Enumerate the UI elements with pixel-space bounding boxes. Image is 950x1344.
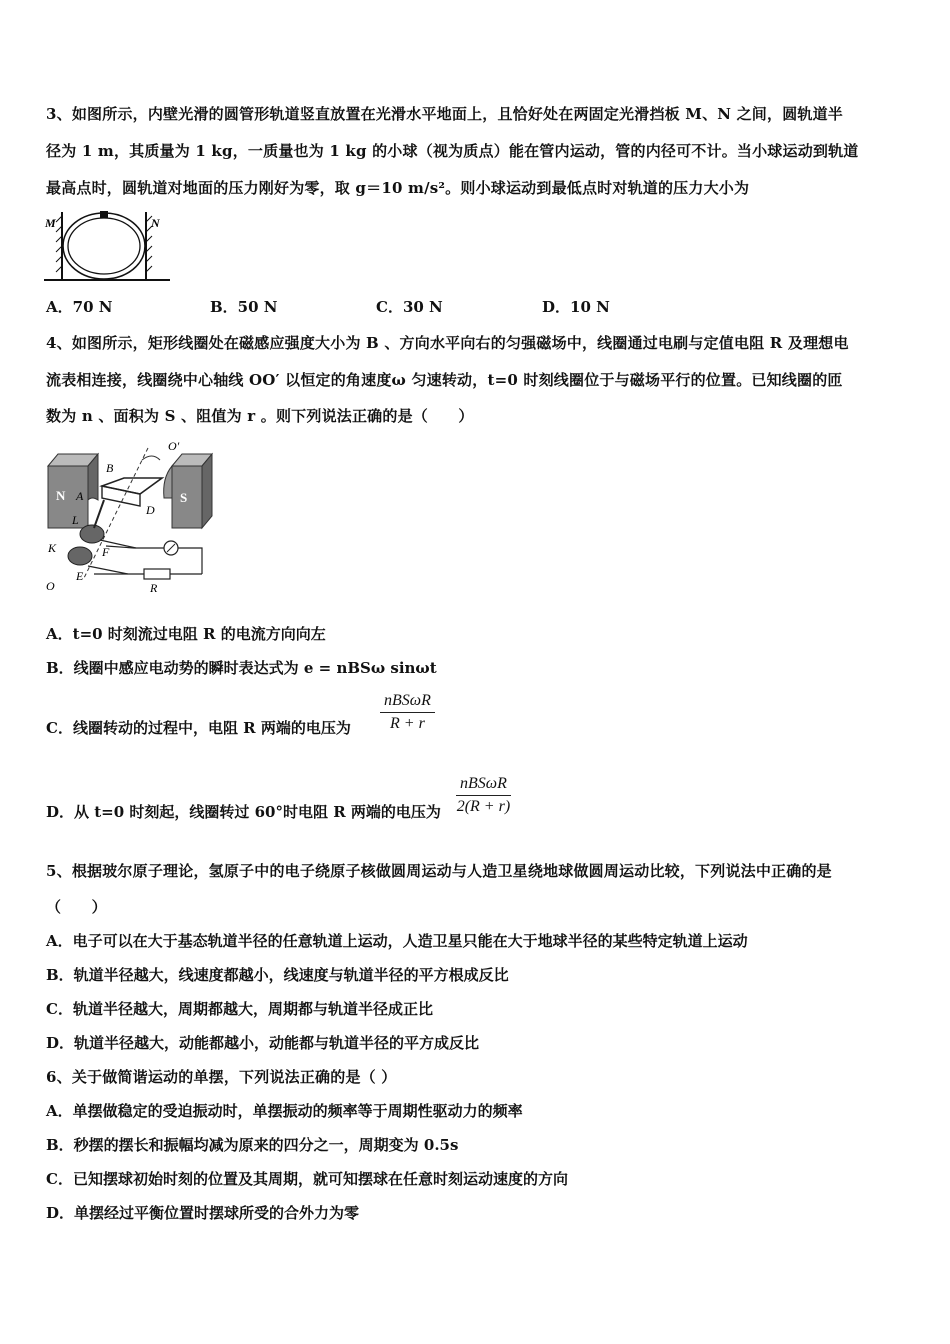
- q4-label-d: D: [146, 503, 155, 517]
- q4-option-d-numerator: nBSωR: [456, 775, 511, 796]
- q4-label-o-prime: O′: [168, 439, 180, 453]
- q4-label-l: L: [72, 513, 79, 527]
- q4-label-a: A: [76, 489, 84, 503]
- q4-label-o: O: [46, 579, 55, 593]
- q5-stem-line-1: 5、根据玻尔原子理论，氢原子中的电子绕原子核做圆周运动与人造卫星绕地球做圆周运动比较，下列说法中正确的是: [46, 862, 832, 880]
- q4-label-b: B: [106, 461, 114, 475]
- q4-stem-line-3: 数为 n 、面积为 S 、阻值为 r 。则下列说法正确的是（ ）: [46, 407, 474, 425]
- q4-label-f: F: [102, 545, 110, 559]
- q3-option-c[interactable]: C．30 N: [376, 298, 443, 316]
- q3-option-a[interactable]: A．70 N: [46, 298, 113, 316]
- q5-option-b[interactable]: B．轨道半径越大，线速度都越小，线速度与轨道半径的平方根成反比: [46, 966, 509, 984]
- q4-option-c-numerator: nBSωR: [380, 692, 435, 713]
- q4-stem-line-1: 4、如图所示，矩形线圈处在磁感应强度大小为 B 、方向水平向右的匀强磁场中，线圈通过电刷与定值电阻 R 及理想电: [46, 334, 849, 352]
- q6-stem: 6、关于做简谐运动的单摆，下列说法正确的是（ ）: [46, 1068, 397, 1086]
- q6-option-a[interactable]: A．单摆做稳定的受迫振动时，单摆振动的频率等于周期性驱动力的频率: [46, 1102, 523, 1120]
- q6-option-b[interactable]: B．秒摆的摆长和振幅均减为原来的四分之一，周期变为 0.5s: [46, 1136, 459, 1154]
- q3-label-m: M: [45, 216, 56, 230]
- q4-option-d-fraction: [456, 775, 511, 816]
- q4-option-d-denominator: 2(R + r): [456, 798, 511, 815]
- q5-option-d[interactable]: D．轨道半径越大，动能都越小，动能都与轨道半径的平方成反比: [46, 1034, 480, 1052]
- q3-stem-line-1: 3、如图所示，内壁光滑的圆管形轨道竖直放置在光滑水平地面上，且恰好处在两固定光滑挡板 M、N 之间，圆轨道半: [46, 105, 844, 123]
- q3-option-b[interactable]: B．50 N: [210, 298, 278, 316]
- q4-option-a[interactable]: A．t=0 时刻流过电阻 R 的电流方向向左: [46, 625, 326, 643]
- q4-label-s-pole: S: [180, 490, 188, 505]
- q6-option-d[interactable]: D．单摆经过平衡位置时摆球所受的合外力为零: [46, 1204, 360, 1222]
- q4-label-e: E: [76, 569, 84, 583]
- q4-label-n-pole: N: [56, 488, 66, 503]
- q4-option-c-fraction: [380, 692, 435, 733]
- q3-label-n: N: [151, 216, 160, 230]
- q5-option-c[interactable]: C．轨道半径越大，周期都越大，周期都与轨道半径成正比: [46, 1000, 433, 1018]
- q3-stem-line-2: 径为 1 m，其质量为 1 kg，一质量也为 1 kg 的小球（视为质点）能在管内运动，管的内径可不计。当小球运动到轨道: [46, 142, 859, 160]
- q4-option-c[interactable]: C．线圈转动的过程中，电阻 R 两端的电压为: [46, 719, 351, 737]
- q4-option-b[interactable]: B．线圈中感应电动势的瞬时表达式为 e = nBSω sinωt: [46, 659, 437, 677]
- q5-option-a[interactable]: A．电子可以在大于基态轨道半径的任意轨道上运动，人造卫星只能在大于地球半径的某些特定轨道上运动: [46, 932, 748, 950]
- q4-stem-line-2: 流表相连接，线圈绕中心轴线 OO′ 以恒定的角速度ω 匀速转动，t=0 时刻线圈位于与磁场平行的位置。已知线圈的匝: [46, 371, 843, 389]
- q4-option-d[interactable]: D．从 t=0 时刻起，线圈转过 60°时电阻 R 两端的电压为: [46, 803, 441, 821]
- q3-option-d[interactable]: D．10 N: [542, 298, 610, 316]
- q4-figure-generator: [44, 438, 220, 598]
- q3-figure-ring-track: [42, 208, 172, 286]
- q4-label-r: R: [150, 581, 158, 595]
- q6-option-c[interactable]: C．已知摆球初始时刻的位置及其周期，就可知摆球在任意时刻运动速度的方向: [46, 1170, 568, 1188]
- q4-option-c-denominator: R + r: [390, 715, 425, 732]
- q5-stem-line-2: （ ）: [46, 898, 107, 916]
- q4-label-k: K: [48, 541, 57, 555]
- q3-stem-line-3: 最高点时，圆轨道对地面的压力刚好为零，取 g＝10 m/s²。则小球运动到最低点时对轨道的压力大小为: [46, 179, 750, 197]
